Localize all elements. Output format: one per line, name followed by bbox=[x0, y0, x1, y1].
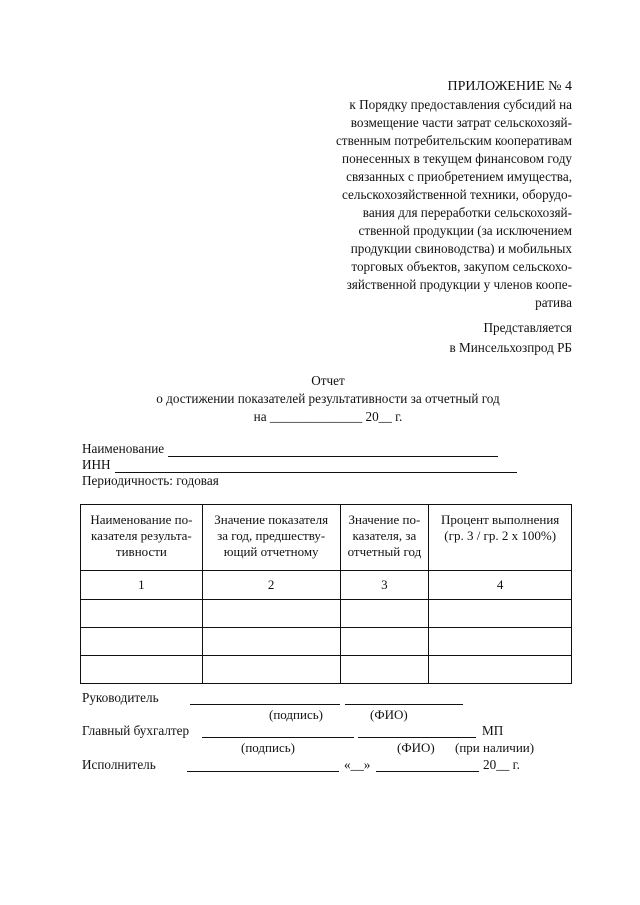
inn-input-line[interactable] bbox=[115, 460, 517, 473]
presented-line: Представляется bbox=[483, 320, 572, 335]
appendix-line: ратива bbox=[535, 295, 572, 310]
table-row bbox=[81, 600, 572, 628]
table-column-numbers-row bbox=[81, 571, 572, 600]
name-field bbox=[82, 441, 498, 457]
appendix-line: связанных с приобретением имущества, bbox=[346, 169, 572, 184]
seal-label: МП bbox=[482, 723, 504, 738]
report-title: Отчет bbox=[311, 373, 345, 388]
head-signature-hint: (подпись) bbox=[269, 707, 323, 722]
table-cell[interactable] bbox=[429, 656, 572, 684]
table-row bbox=[81, 628, 572, 656]
column-number: 3 bbox=[340, 571, 429, 600]
header-cell: Наименование по- казателя результа- тивности bbox=[81, 505, 203, 571]
appendix-block bbox=[336, 78, 572, 312]
header-cell: Значение показателя за год, предшеству- ющий отчетному bbox=[202, 505, 340, 571]
table-cell[interactable] bbox=[81, 628, 203, 656]
recipient-line: в Минсельхозпрод РБ bbox=[449, 340, 572, 355]
table-cell[interactable] bbox=[340, 600, 429, 628]
recipient-block bbox=[450, 318, 573, 358]
column-number: 2 bbox=[202, 571, 340, 600]
head-label: Руководитель bbox=[82, 690, 159, 705]
executor-label: Исполнитель bbox=[82, 757, 156, 772]
executor-year: 20__ г. bbox=[483, 757, 520, 772]
column-number: 4 bbox=[429, 571, 572, 600]
appendix-line: понесенных в текущем финансовом году bbox=[342, 151, 572, 166]
accountant-fio-hint: (ФИО) bbox=[397, 740, 435, 755]
executor-line[interactable] bbox=[187, 771, 339, 772]
head-fio-line[interactable] bbox=[345, 704, 463, 705]
table-row bbox=[81, 656, 572, 684]
appendix-title: ПРИЛОЖЕНИЕ № 4 bbox=[447, 79, 572, 94]
head-signature-line[interactable] bbox=[190, 704, 340, 705]
name-input-line[interactable] bbox=[168, 444, 498, 457]
if-any-hint: (при наличии) bbox=[455, 740, 535, 755]
appendix-line: вания для переработки сельскохозяй- bbox=[362, 205, 572, 220]
table-cell[interactable] bbox=[340, 628, 429, 656]
report-heading bbox=[0, 372, 640, 426]
report-date-line bbox=[0, 408, 640, 426]
table-cell[interactable] bbox=[202, 600, 340, 628]
accountant-signature-hint: (подпись) bbox=[241, 740, 295, 755]
executor-month-line[interactable] bbox=[376, 771, 479, 772]
inn-label: ИНН bbox=[82, 457, 111, 472]
appendix-line: ственным потребительским кооперативам bbox=[335, 133, 572, 148]
column-number: 1 bbox=[81, 571, 203, 600]
appendix-line: торговых объектов, закупом сельскохо- bbox=[351, 259, 572, 274]
table-cell[interactable] bbox=[81, 656, 203, 684]
report-date-prefix: на bbox=[253, 409, 267, 424]
report-subtitle: о достижении показателей результативности за отчетный год bbox=[156, 391, 500, 406]
table-cell[interactable] bbox=[340, 656, 429, 684]
inn-field bbox=[82, 457, 517, 473]
appendix-line: к Порядку предоставления субсидий на bbox=[349, 97, 572, 112]
appendix-line: ственной продукции (за исключением bbox=[358, 223, 572, 238]
table-cell[interactable] bbox=[429, 628, 572, 656]
appendix-line: возмещение части затрат сельскохозяй- bbox=[350, 115, 572, 130]
table-cell[interactable] bbox=[429, 600, 572, 628]
indicators-table bbox=[80, 504, 572, 684]
table-cell[interactable] bbox=[202, 628, 340, 656]
head-fio-hint: (ФИО) bbox=[370, 707, 408, 722]
accountant-fio-line[interactable] bbox=[358, 737, 476, 738]
table-cell[interactable] bbox=[202, 656, 340, 684]
appendix-line: зяйственной продукции у членов коопе- bbox=[346, 277, 572, 292]
report-date-blank[interactable]: ______________ bbox=[269, 409, 363, 424]
header-cell: Процент выполнения (гр. 3 / гр. 2 х 100%) bbox=[429, 505, 572, 571]
name-label: Наименование bbox=[82, 441, 165, 456]
periodicity-field bbox=[82, 473, 219, 489]
table-cell[interactable] bbox=[81, 600, 203, 628]
executor-day[interactable]: «__» bbox=[344, 757, 371, 772]
table-header-row bbox=[81, 505, 572, 571]
appendix-line: продукции свиноводства) и мобильных bbox=[350, 241, 572, 256]
accountant-signature-line[interactable] bbox=[202, 737, 354, 738]
periodicity-text: Периодичность: годовая bbox=[82, 473, 219, 488]
appendix-line: сельскохозяйственной техники, оборудо- bbox=[342, 187, 572, 202]
report-date-year: 20__ г. bbox=[365, 409, 403, 424]
header-cell: Значение по- казателя, за отчетный год bbox=[340, 505, 429, 571]
accountant-label: Главный бухгалтер bbox=[82, 723, 190, 738]
